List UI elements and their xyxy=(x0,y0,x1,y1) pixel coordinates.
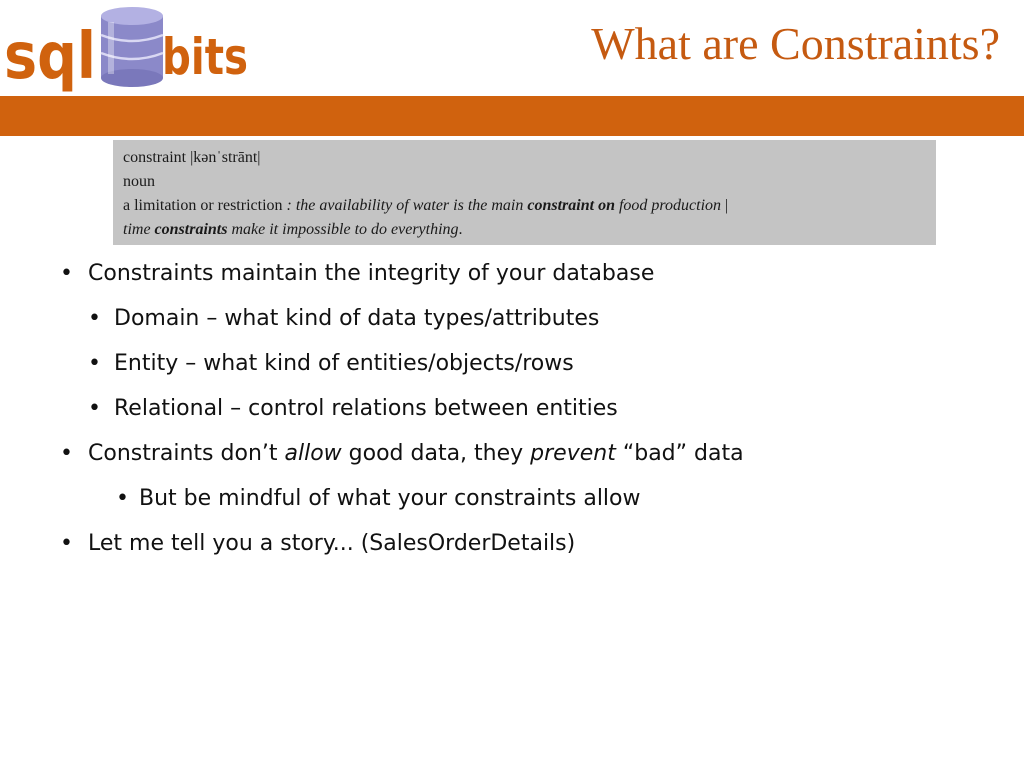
title-bar xyxy=(0,96,1024,136)
definition-example-2-line xyxy=(123,218,926,242)
definition-box xyxy=(113,140,936,245)
bullet-text-part: Constraints don’t xyxy=(88,441,285,466)
bullet-marker: • xyxy=(88,396,101,421)
bullet-text: Entity – what kind of entities/objects/rows xyxy=(114,351,574,376)
bullet-marker: • xyxy=(60,441,73,466)
bullet-text-part: “bad” data xyxy=(615,441,744,466)
logo-text-bits: bits xyxy=(162,28,248,86)
bullet-text: But be mindful of what your constraints allow xyxy=(139,486,641,511)
bullet-list xyxy=(60,254,1000,569)
example-2-part-a: time xyxy=(123,221,155,238)
bullet-text-part: good data, they xyxy=(341,441,531,466)
slide-title: What are Constraints? xyxy=(591,18,1000,69)
example-separator: : xyxy=(282,197,296,214)
sub-bullet-item xyxy=(60,299,1000,344)
example-1-keyword: constraint on xyxy=(527,197,615,214)
sqlbits-logo xyxy=(4,2,254,94)
emphasis-prevent: prevent xyxy=(530,441,616,466)
example-2-keyword: constraints xyxy=(154,221,228,238)
bullet-marker: • xyxy=(88,306,101,331)
sub-bullet-item xyxy=(60,389,1000,434)
example-1-part-a: the availability of water is the main xyxy=(295,197,528,214)
example-2-part-c: make it impossible to do everything xyxy=(227,221,459,238)
bullet-item xyxy=(60,254,1000,299)
sub-bullet-item xyxy=(60,479,1000,524)
definition-headword: constraint |kənˈstrānt| xyxy=(123,149,261,166)
bullet-item xyxy=(60,434,1000,479)
definition-sense: a limitation or restriction xyxy=(123,197,283,214)
bullet-marker: • xyxy=(60,261,73,286)
bullet-text xyxy=(88,434,744,474)
logo-text-sql: sql xyxy=(4,20,96,94)
bullet-text: Constraints maintain the integrity of your database xyxy=(88,261,655,286)
example-final-period: . xyxy=(458,221,463,238)
definition-part-of-speech: noun xyxy=(123,173,155,190)
emphasis-allow: allow xyxy=(284,441,342,466)
sqlbits-logo-graphic xyxy=(4,2,254,94)
sub-bullet-item xyxy=(60,344,1000,389)
bullet-marker: • xyxy=(116,486,129,511)
bullet-marker: • xyxy=(88,351,101,376)
bullet-text: Domain – what kind of data types/attributes xyxy=(114,306,600,331)
bullet-item xyxy=(60,524,1000,569)
example-1-part-c: food production xyxy=(614,197,722,214)
database-icon xyxy=(101,7,163,87)
bullet-text: Relational – control relations between entities xyxy=(114,396,618,421)
bullet-text: Let me tell you a story... (SalesOrderDetails) xyxy=(88,531,576,556)
bullet-marker: • xyxy=(60,531,73,556)
example-divider: | xyxy=(721,197,729,214)
definition-sense-line xyxy=(123,194,926,218)
